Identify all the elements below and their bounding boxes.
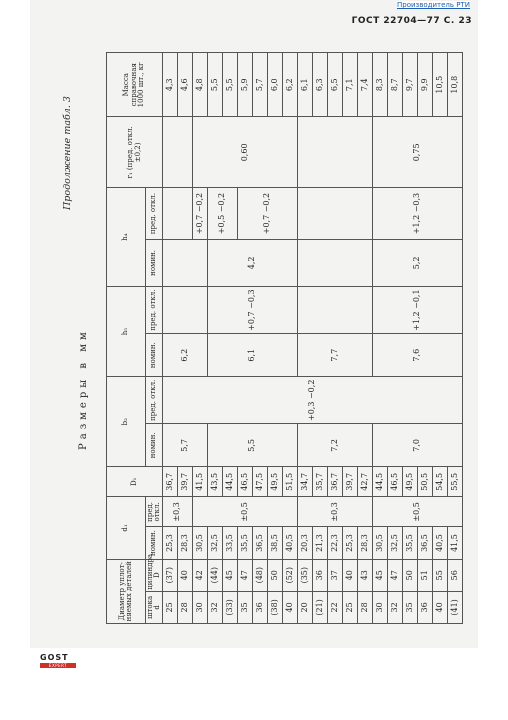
r1-cell xyxy=(163,117,193,188)
shaft-diameter-cell: (33) xyxy=(223,591,238,623)
d1-nominal-cell: 35,5 xyxy=(403,527,418,559)
D1-cell: 47,5 xyxy=(253,467,268,497)
d1-nominal-cell: 35,5 xyxy=(238,527,253,559)
cylinder-header: цилиндра D xyxy=(145,553,161,590)
cylinder-diameter-cell: 40 xyxy=(343,559,358,591)
shaft-diameter-cell: 25 xyxy=(343,591,358,623)
shaft-diameter-cell: 30 xyxy=(373,591,388,623)
D1-cell: 42,7 xyxy=(358,467,373,497)
d1-nominal-cell: 30,5 xyxy=(373,527,388,559)
shaft-diameter-cell: 25 xyxy=(163,591,178,623)
D1-cell: 35,7 xyxy=(313,467,328,497)
cylinder-diameter-cell: 50 xyxy=(403,559,418,591)
h4-nom-header: номин. xyxy=(146,239,163,286)
table-body xyxy=(163,53,463,624)
h4nom-cell xyxy=(298,239,373,286)
D1-cell: 55,5 xyxy=(448,467,463,497)
mass-cell: 6,2 xyxy=(283,53,298,117)
mass-cell: 10,5 xyxy=(433,53,448,117)
shaft-diameter-cell: (38) xyxy=(268,591,283,623)
shaft-diameter-cell: 35 xyxy=(238,591,253,623)
h5dev-cell: +1,2 −0,1 xyxy=(373,287,463,334)
r1-cell: 0,60 xyxy=(193,117,298,188)
mass-cell: 4,8 xyxy=(193,53,208,117)
h4dev-cell xyxy=(298,188,373,240)
h4nom-cell: 5,2 xyxy=(373,239,463,286)
h5dev-cell xyxy=(298,287,373,334)
d1-dev-header: пред. откл. xyxy=(146,497,163,527)
mass-cell: 5,5 xyxy=(223,53,238,117)
shaft-diameter-cell: 35 xyxy=(403,591,418,623)
rotated-table-area xyxy=(48,50,459,630)
r1-header: r₁ (пред. откл. ±0,2) xyxy=(107,117,163,188)
diam-group-header: Диаметр уплот-няемых деталей xyxy=(107,559,146,623)
d1-nominal-cell: 20,3 xyxy=(298,527,313,559)
r1-cell xyxy=(298,117,373,188)
shaft-diameter-cell: 30 xyxy=(193,591,208,623)
b2nom-cell: 7,0 xyxy=(373,424,463,467)
d1-nominal-cell: 28,3 xyxy=(358,527,373,559)
cylinder-diameter-cell: 42 xyxy=(193,559,208,591)
cylinder-diameter-cell: 56 xyxy=(448,559,463,591)
d1-nominal-cell: 36,5 xyxy=(253,527,268,559)
cylinder-diameter-cell: 45 xyxy=(373,559,388,591)
h4nom-cell xyxy=(163,239,208,286)
b2nom-cell: 5,5 xyxy=(208,424,298,467)
D1-cell: 46,5 xyxy=(238,467,253,497)
d1-nominal-cell: 38,5 xyxy=(268,527,283,559)
cylinder-diameter-cell: 51 xyxy=(418,559,433,591)
logo-word: GOST xyxy=(40,653,69,662)
d1-nominal-cell: 33,5 xyxy=(223,527,238,559)
shaft-diameter-cell: (21) xyxy=(313,591,328,623)
D1-cell: 34,7 xyxy=(298,467,313,497)
mass-cell: 8,7 xyxy=(388,53,403,117)
shaft-diameter-cell: 28 xyxy=(178,591,193,623)
shaft-diameter-cell: 40 xyxy=(433,591,448,623)
h5nom-cell: 7,6 xyxy=(373,334,463,377)
table-row xyxy=(373,53,388,624)
h4dev-cell: +0,5 −0,2 xyxy=(208,188,238,240)
h4nom-cell: 4,2 xyxy=(208,239,298,286)
shaft-diameter-cell: 32 xyxy=(208,591,223,623)
D1-cell: 43,5 xyxy=(208,467,223,497)
mass-cell: 10,8 xyxy=(448,53,463,117)
logo-band: EXPERT xyxy=(40,663,76,668)
d1-nominal-cell: 41,5 xyxy=(448,527,463,559)
cylinder-diameter-cell: 45 xyxy=(223,559,238,591)
mass-cell: 6,5 xyxy=(328,53,343,117)
D1-header: D₁ xyxy=(107,467,163,497)
shaft-diameter-cell: 36 xyxy=(418,591,433,623)
D1-cell: 39,7 xyxy=(178,467,193,497)
cylinder-diameter-cell: 36 xyxy=(313,559,328,591)
h5dev-cell: +0,7 −0,3 xyxy=(208,287,298,334)
cylinder-diameter-cell: (48) xyxy=(253,559,268,591)
d1-nominal-cell: 25,3 xyxy=(343,527,358,559)
D1-cell: 49,5 xyxy=(268,467,283,497)
d1dev-cell: ±0,5 xyxy=(373,497,463,527)
d1-nominal-cell: 30,5 xyxy=(193,527,208,559)
cylinder-diameter-cell: (35) xyxy=(298,559,313,591)
d1-nom-header: номин. xyxy=(146,527,163,559)
h4dev-cell xyxy=(163,188,193,240)
h4dev-cell: +0,7 −0,2 xyxy=(193,188,208,240)
mass-cell: 8,3 xyxy=(373,53,388,117)
D1-cell: 54,5 xyxy=(433,467,448,497)
d1-nominal-cell: 32,5 xyxy=(388,527,403,559)
mass-cell: 6,0 xyxy=(268,53,283,117)
shaft-diameter-cell: (41) xyxy=(448,591,463,623)
d1-nominal-cell: 28,3 xyxy=(178,527,193,559)
h5-dev-header: пред. откл. xyxy=(146,287,163,334)
units-caption: Размеры в мм xyxy=(78,328,89,450)
mass-header: Масса справочная 1000 шт., кг xyxy=(107,53,163,117)
manufacturer-link[interactable]: Производитель РТИ xyxy=(396,1,470,9)
h5dev-cell xyxy=(163,287,208,334)
mass-cell: 7,1 xyxy=(343,53,358,117)
shaft-header: штока d xyxy=(146,591,163,623)
b2-dev-header: пред. откл. xyxy=(146,377,163,424)
h5-nom-header: номин. xyxy=(146,334,163,377)
D1-cell: 36,7 xyxy=(328,467,343,497)
d1-nominal-cell: 40,5 xyxy=(283,527,298,559)
d1-header: d₁ xyxy=(107,497,146,559)
mass-cell: 9,7 xyxy=(403,53,418,117)
d1-nominal-cell: 25,3 xyxy=(163,527,178,559)
h5nom-cell: 7,7 xyxy=(298,334,373,377)
h5-header: h₅ xyxy=(107,287,146,377)
D1-cell: 49,5 xyxy=(403,467,418,497)
cylinder-diameter-cell: 37 xyxy=(328,559,343,591)
cylinder-diameter-cell: (44) xyxy=(208,559,223,591)
shaft-diameter-cell: 22 xyxy=(328,591,343,623)
h4dev-cell: +1,2 −0,3 xyxy=(373,188,463,240)
mass-cell: 5,5 xyxy=(208,53,223,117)
b2-nom-header: номин. xyxy=(146,424,163,467)
d1-nominal-cell: 32,5 xyxy=(208,527,223,559)
D1-cell: 51,5 xyxy=(283,467,298,497)
gost-expert-logo xyxy=(40,654,76,668)
D1-cell: 44,5 xyxy=(223,467,238,497)
d1-nominal-cell: 22,3 xyxy=(328,527,343,559)
page-header: ГОСТ 22704—77 С. 23 xyxy=(351,16,472,26)
h4dev-cell: +0,7 −0,2 xyxy=(238,188,298,240)
d1-nominal-cell: 36,5 xyxy=(418,527,433,559)
b2dev-cell: +0,3 −0,2 xyxy=(163,377,463,424)
shaft-diameter-cell: 20 xyxy=(298,591,313,623)
mass-cell: 4,6 xyxy=(178,53,193,117)
d1dev-cell: ±0,5 xyxy=(193,497,298,527)
cylinder-diameter-cell: 50 xyxy=(268,559,283,591)
h5nom-cell: 6,2 xyxy=(163,334,208,377)
shaft-diameter-cell: 36 xyxy=(253,591,268,623)
mass-cell: 4,3 xyxy=(163,53,178,117)
mass-cell: 6,3 xyxy=(313,53,328,117)
b2-header: b₂ xyxy=(107,377,146,467)
cylinder-diameter-cell: 40 xyxy=(178,559,193,591)
D1-cell: 44,5 xyxy=(373,467,388,497)
d1dev-cell: ±0,3 xyxy=(298,497,373,527)
h5nom-cell: 6,1 xyxy=(208,334,298,377)
D1-cell: 39,7 xyxy=(343,467,358,497)
r1-cell: 0,75 xyxy=(373,117,463,188)
mass-cell: 5,9 xyxy=(238,53,253,117)
D1-cell: 46,5 xyxy=(388,467,403,497)
d1-nominal-cell: 21,3 xyxy=(313,527,328,559)
cylinder-diameter-cell: (37) xyxy=(163,559,178,591)
cylinder-diameter-cell: (52) xyxy=(283,559,298,591)
D1-cell: 36,7 xyxy=(163,467,178,497)
b2nom-cell: 7,2 xyxy=(298,424,373,467)
cylinder-diameter-cell: 43 xyxy=(358,559,373,591)
cylinder-diameter-cell: 47 xyxy=(238,559,253,591)
mass-cell: 5,7 xyxy=(253,53,268,117)
table-row xyxy=(163,53,178,624)
dimensions-table xyxy=(106,52,463,624)
shaft-diameter-cell: 32 xyxy=(388,591,403,623)
cylinder-diameter-cell: 47 xyxy=(388,559,403,591)
shaft-diameter-cell: 40 xyxy=(283,591,298,623)
shaft-diameter-cell: 28 xyxy=(358,591,373,623)
d1dev-cell: ±0,3 xyxy=(163,497,193,527)
h4-dev-header: пред. откл. xyxy=(146,188,163,240)
b2nom-cell: 5,7 xyxy=(163,424,208,467)
cylinder-diameter-cell: 55 xyxy=(433,559,448,591)
table-caption: Продолжение табл. 3 xyxy=(62,96,73,210)
D1-cell: 50,5 xyxy=(418,467,433,497)
mass-cell: 9,9 xyxy=(418,53,433,117)
D1-cell: 41,5 xyxy=(193,467,208,497)
table-row xyxy=(298,53,313,624)
h4-header: h₄ xyxy=(107,188,146,287)
d1-nominal-cell: 40,5 xyxy=(433,527,448,559)
mass-cell: 6,1 xyxy=(298,53,313,117)
mass-cell: 7,4 xyxy=(358,53,373,117)
